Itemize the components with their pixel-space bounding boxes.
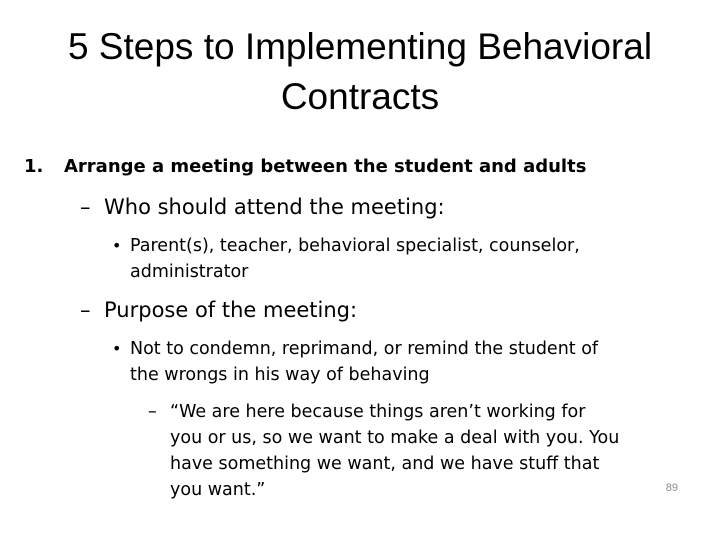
slide-title: [0, 22, 720, 122]
step-1: [24, 155, 586, 179]
quote-line-4: you want.”: [170, 480, 266, 500]
page-number: 89: [665, 482, 678, 494]
bullet-text-line-1: Not to condemn, reprimand, or remind the student of: [130, 339, 599, 359]
title-line-2: Contracts: [280, 76, 440, 117]
subpoint-text: Purpose of the meeting:: [104, 298, 358, 322]
step-text: Arrange a meeting between the student and adults: [64, 156, 587, 177]
step-number: 1.: [24, 156, 44, 177]
title-line-1: 5 Steps to Implementing Behavioral: [67, 26, 653, 67]
subpoint-purpose: [80, 296, 357, 324]
dash-marker: –: [148, 402, 157, 422]
bullet-marker: •: [112, 236, 122, 255]
dash-marker: –: [80, 195, 91, 219]
quote-line-2: you or us, so we want to make a deal with you. You: [170, 428, 620, 448]
bullet-attendees: [112, 233, 670, 285]
bullet-text-line-2: administrator: [130, 262, 249, 282]
bullet-text-line-1: Parent(s), teacher, behavioral specialist, counselor,: [130, 236, 580, 256]
bullet-text-line-2: the wrongs in his way of behaving: [130, 365, 430, 385]
quote-line-3: have something we want, and we have stuff that: [170, 454, 600, 474]
quote-line-1: “We are here because things aren’t working for: [170, 402, 586, 422]
subpoint-text: Who should attend the meeting:: [104, 195, 445, 219]
bullet-purpose: [112, 336, 670, 388]
dash-marker: –: [80, 298, 91, 322]
subpoint-who-attends: [80, 193, 445, 221]
quote-item: [148, 399, 690, 503]
bullet-marker: •: [112, 339, 122, 358]
